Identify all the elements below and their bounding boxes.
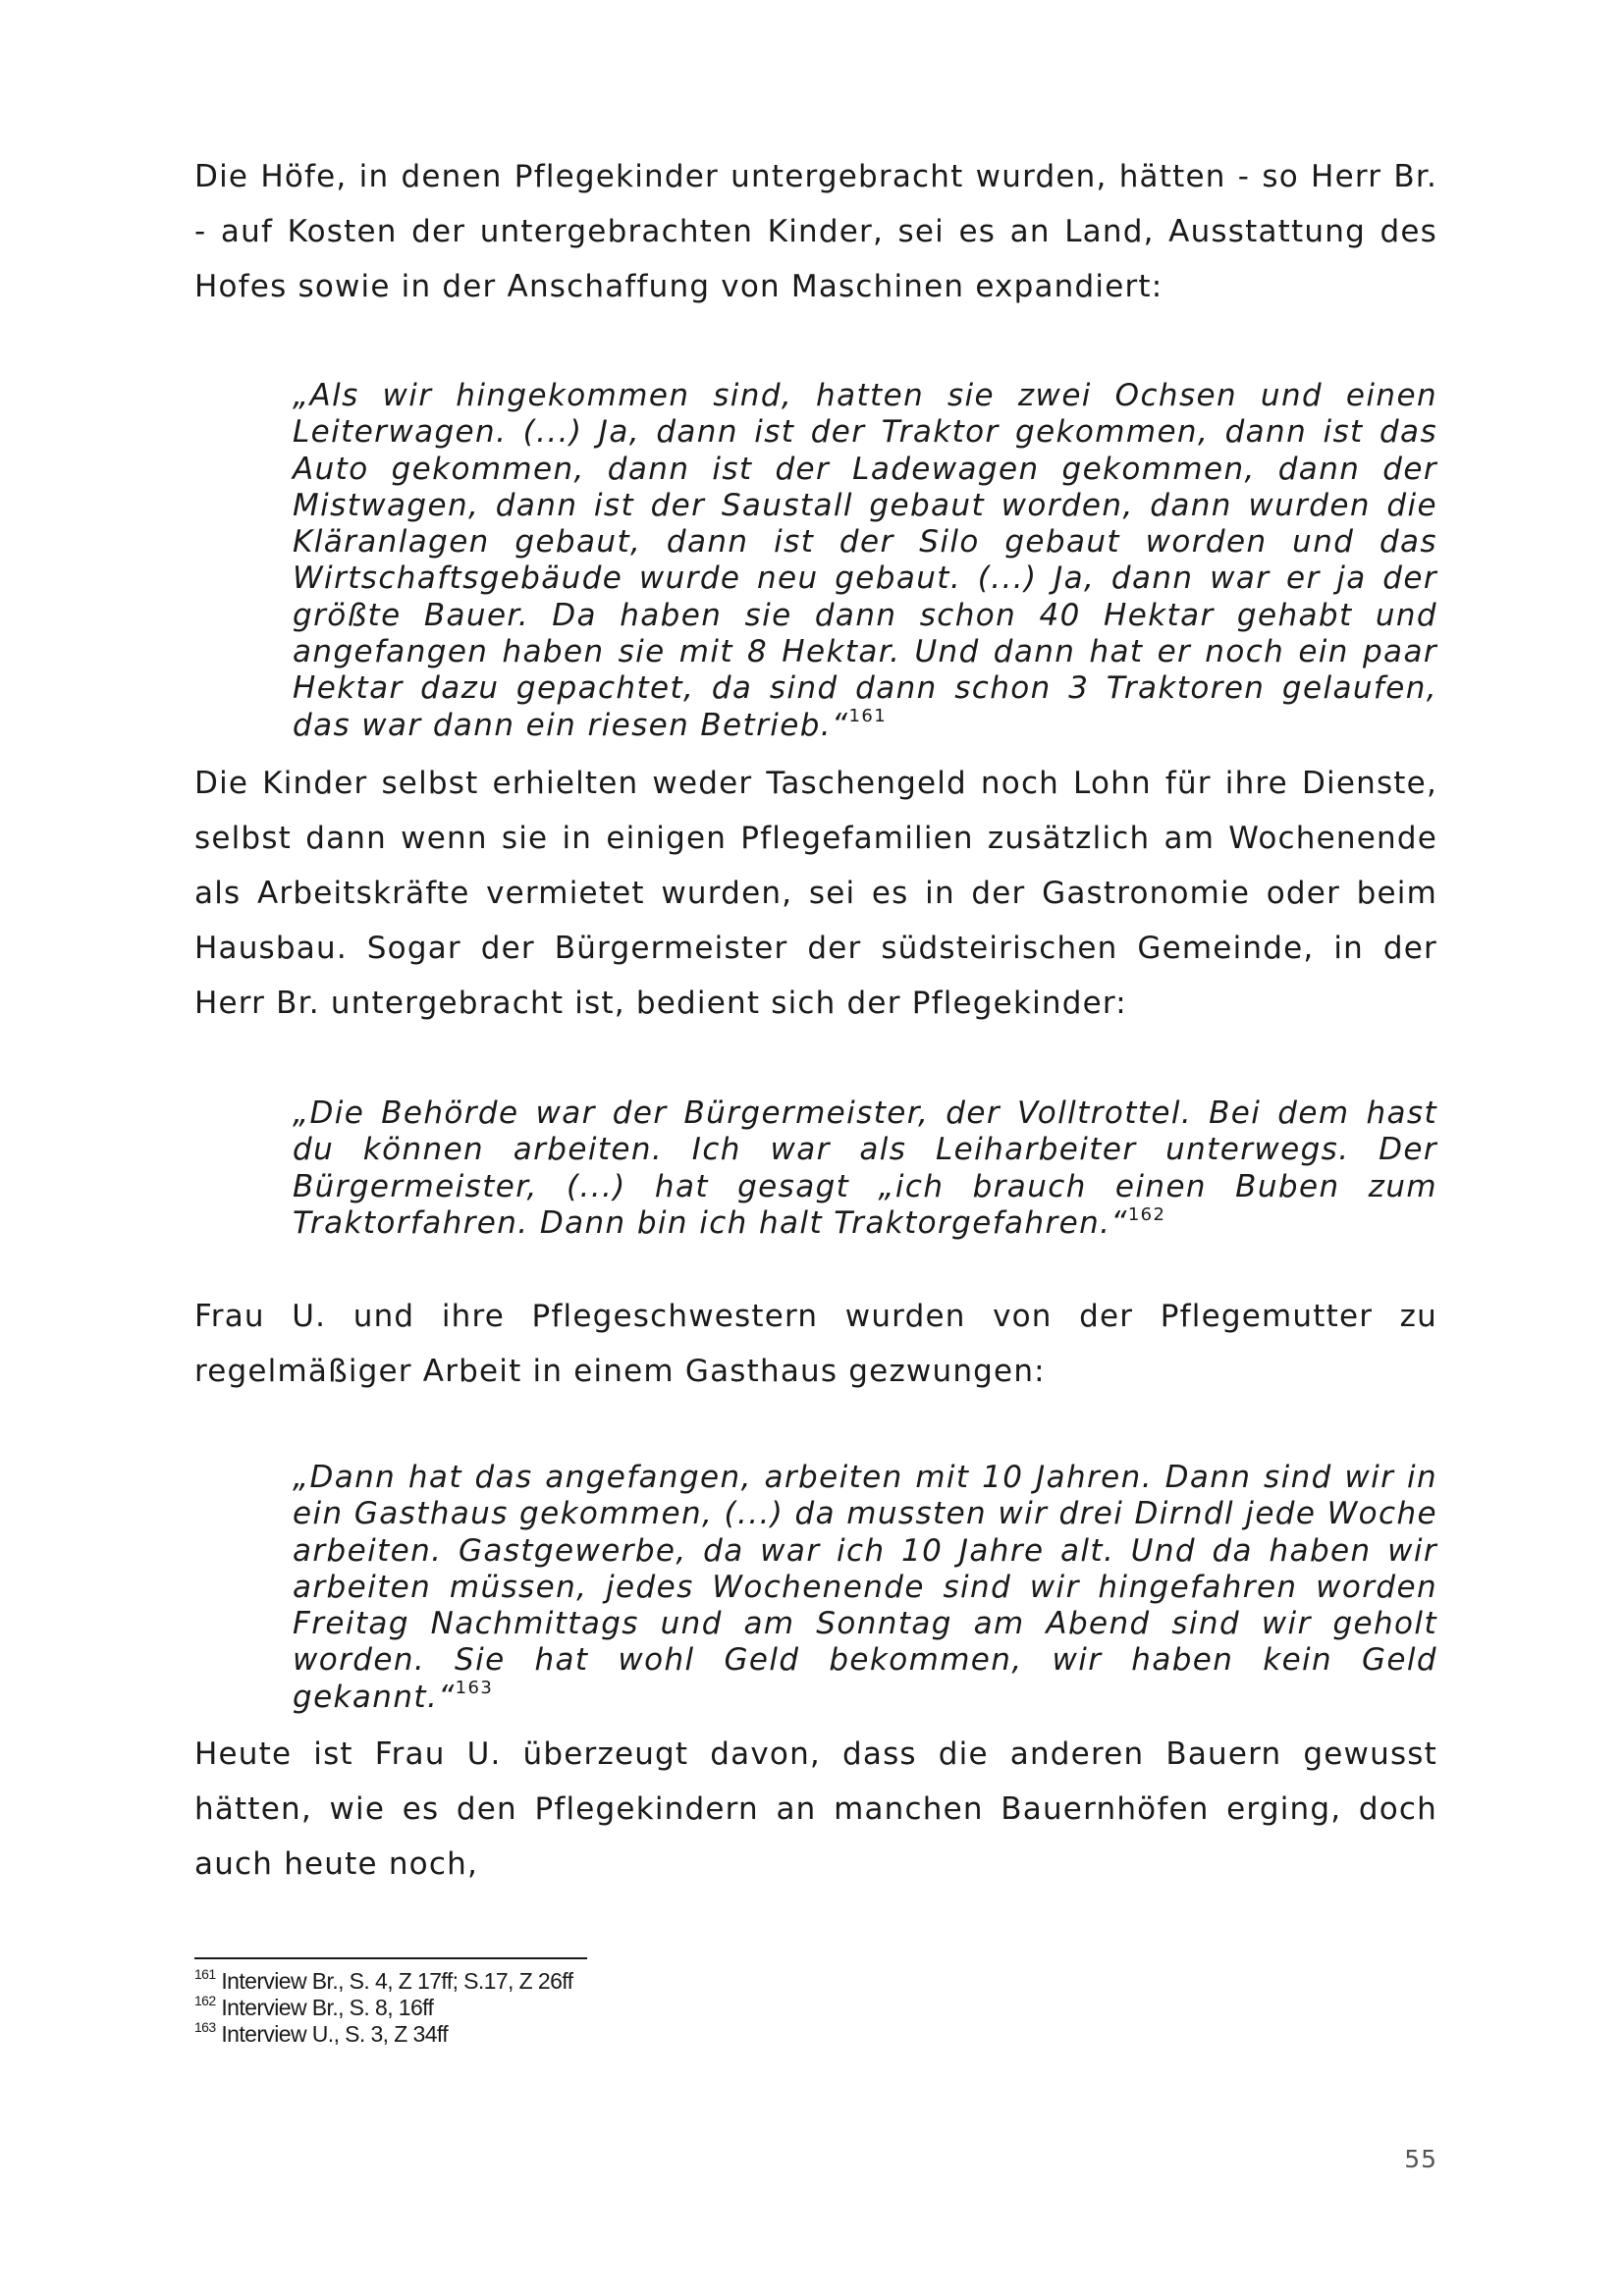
footnote-161: [194, 1968, 1078, 1995]
block-quote-1: [293, 378, 1437, 744]
body-paragraph-2: Die Kinder selbst erhielten weder Taschengeld noch Lohn für ihre Dienste, selbst dann wenn sie in einigen Pflegefamilien zusätzlich am Wochenende als Arbeitskräfte vermietet wurden, sei es in der Gastronomie oder beim Hausbau. Sogar der Bürgermeister der südsteirischen Gemeinde, in der Herr Br. untergebracht ist, bedient sich der Pflegekinder:: [194, 766, 1437, 1021]
footnote-text: Interview Br., S. 4, Z 17ff; S.17, Z 26ff: [221, 1968, 573, 1994]
footnote-number: 161: [194, 1966, 216, 1983]
block-quote-3: [293, 1460, 1437, 1716]
footnote-ref-163[interactable]: 163: [455, 1678, 494, 1699]
quote-2-text: „Die Behörde war der Bürgermeister, der Volltrottel. Bei dem hast du können arbeiten. Ich war als Leiharbeiter unterwegs. Der Bürgermeister, (...) hat gesagt „ich brauch einen Buben zum Traktorfahren. Dann bin ich halt Traktorgefahren.“: [293, 1095, 1437, 1241]
footnote-text: Interview U., S. 3, Z 34ff: [221, 2021, 449, 2047]
footnote-text: Interview Br., S. 8, 16ff: [221, 1995, 434, 2020]
quote-3-text: „Dann hat das angefangen, arbeiten mit 10 Jahren. Dann sind wir in ein Gasthaus gekommen, (...) da mussten wir drei Dirndl jede Woche arbeiten. Gastgewerbe, da war ich 10 Jahre alt. Und da haben wir arbeiten müssen, jedes Wochenende sind wir hingefahren worden Freitag Nachmittags und am Sonntag am Abend sind wir geholt worden. Sie hat wohl Geld bekommen, wir haben kein Geld gekannt.“: [293, 1460, 1437, 1715]
page-number: 55: [1404, 2145, 1437, 2173]
footnote-separator: [194, 1957, 587, 1959]
body-paragraph-4: Heute ist Frau U. überzeugt davon, dass die anderen Bauern gewusst hätten, wie es den Pflegekindern an manchen Bauernhöfen erging, doch auch heute noch,: [194, 1736, 1437, 1882]
footnote-162: [194, 1995, 1078, 2021]
body-paragraph-3: Frau U. und ihre Pflegeschwestern wurden von der Pflegemutter zu regelmäßiger Arbeit in einem Gasthaus gezwungen:: [194, 1299, 1437, 1389]
footnote-ref-162[interactable]: 162: [1127, 1203, 1166, 1225]
footnotes: [194, 1968, 1078, 2048]
footnote-163: [194, 2021, 1078, 2048]
body-paragraph-1: Die Höfe, in denen Pflegekinder untergebracht wurden, hätten - so Herr Br. - auf Kosten der untergebrachten Kinder, sei es an Land, Ausstattung des Hofes sowie in der Anschaffung von Maschinen expandiert:: [194, 159, 1437, 304]
block-quote-2: [293, 1095, 1437, 1242]
quote-1-text: „Als wir hingekommen sind, hatten sie zwei Ochsen und einen Leiterwagen. (...) Ja, dann ist der Traktor gekommen, dann ist das Auto gekommen, dann ist der Ladewagen gekommen, dann der Mistwagen, dann ist der Saustall gebaut worden, dann wurden die Kläranlagen gebaut, dann ist der Silo gebaut worden und das Wirtschaftsgebäude wurde neu gebaut. (...) Ja, dann war er ja der größte Bauer. Da haben sie dann schon 40 Hektar gehabt und angefangen haben sie mit 8 Hektar. Und dann hat er noch ein paar Hektar dazu gepachtet, da sind dann schon 3 Traktoren gelaufen, das war dann ein riesen Betrieb.“: [293, 378, 1437, 743]
footnote-ref-161[interactable]: 161: [848, 706, 888, 727]
footnote-number: 163: [194, 2019, 216, 2036]
footnote-number: 162: [194, 1993, 216, 2009]
